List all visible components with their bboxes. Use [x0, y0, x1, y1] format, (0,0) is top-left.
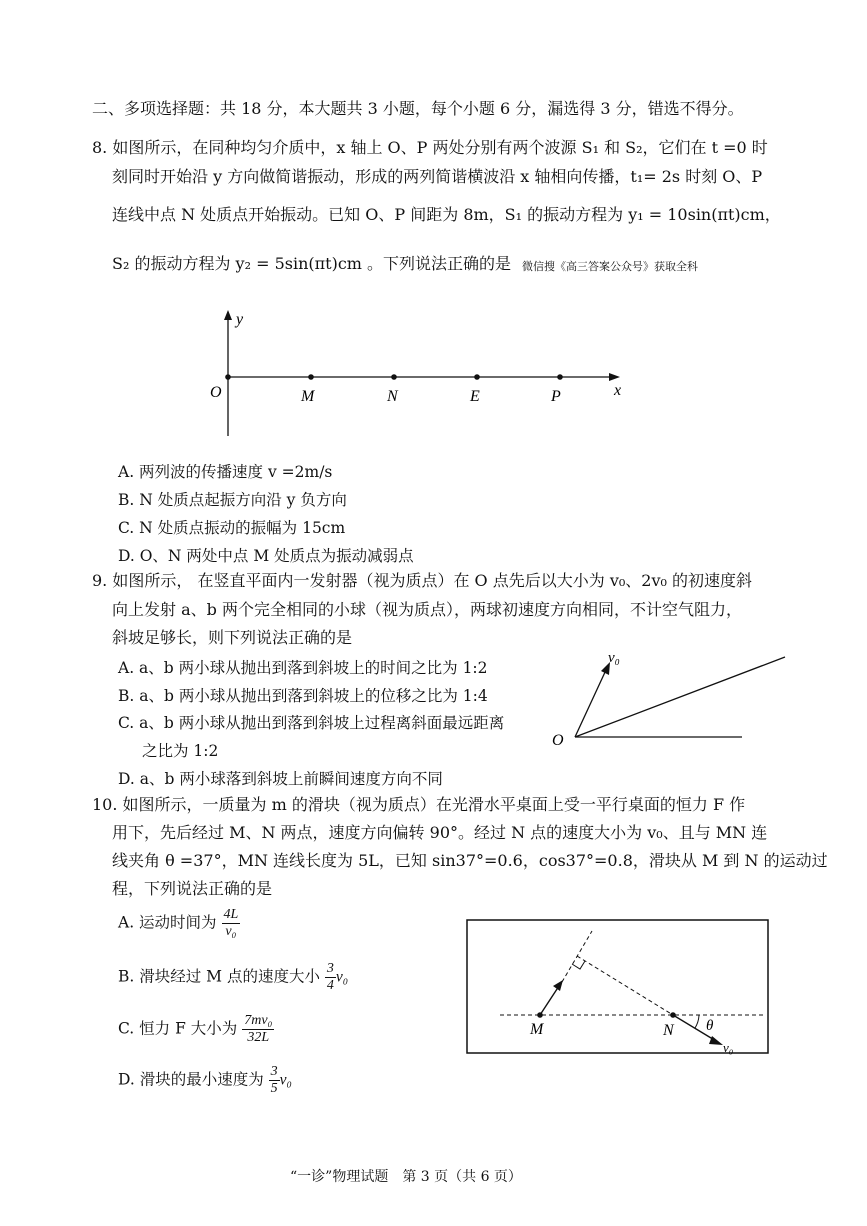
- q10-option-d-text: D. 滑块的最小速度为: [118, 1070, 264, 1089]
- q10-option-a-text: A. 运动时间为: [118, 913, 217, 932]
- q9-option-c: C. a、b 两小球从抛出到落到斜坡上过程离斜面最远距离: [118, 714, 505, 732]
- q8-y-label: y: [236, 311, 244, 328]
- q10-option-c-num: 7mv₀: [244, 1013, 273, 1028]
- q8-line-2: 刻同时开始沿 y 方向做简谐振动，形成的两列简谐横波沿 x 轴相向传播，t₁= 2s 时刻 O、P: [112, 167, 763, 186]
- q8-line-4: S₂ 的振动方程为 y₂ = 5sin(πt)cm 。下列说法正确的是: [112, 254, 512, 273]
- q8-line-3: 连线中点 N 处质点开始振动。已知 O、P 间距为 8m，S₁ 的振动方程为 y₁ = 10sin(πt)cm，: [112, 205, 781, 224]
- q9-option-d: D. a、b 两小球落到斜坡上前瞬间速度方向不同: [118, 770, 443, 788]
- q10-table-frame: [467, 920, 768, 1053]
- q10-option-a-den: v₀: [225, 924, 237, 939]
- q8-label-m: M: [301, 388, 315, 405]
- q8-watermark: 微信搜《高三答案公众号》获取全科: [522, 260, 698, 273]
- q9-line-3: 斜坡足够长，则下列说法正确的是: [112, 628, 353, 647]
- q10-option-b-den: 4: [326, 978, 334, 993]
- q9-line-1: 9. 如图所示， 在竖直平面内一发射器（视为质点）在 O 点先后以大小为 v₀、2v₀ 的初速度斜: [92, 571, 752, 590]
- q10-option-b-text: B. 滑块经过 M 点的速度大小: [118, 967, 320, 986]
- q9-velocity-label: v₀: [608, 650, 620, 666]
- q10-line-2: 用下，先后经过 M、N 两点，速度方向偏转 90°。经过 N 点的速度大小为 v₀、且与 MN 连: [112, 823, 768, 842]
- q9-origin-label: O: [552, 732, 564, 749]
- page-footer: “一诊”物理试题 第 3 页（共 6 页）: [290, 1169, 522, 1185]
- q9-option-b: B. a、b 两小球从抛出到落到斜坡上的位移之比为 1:4: [118, 687, 488, 705]
- q10-label-v0: v₀: [723, 1040, 734, 1055]
- q10-option-b-tail: v₀: [335, 968, 349, 986]
- q10-option-b-num: 3: [326, 961, 334, 976]
- q9-option-a: A. a、b 两小球从抛出到落到斜坡上的时间之比为 1:2: [118, 659, 488, 677]
- q10-point-m: [537, 1012, 543, 1018]
- q10-m-velocity-arrow: [540, 986, 559, 1015]
- q10-m-velocity-arrowhead: [553, 980, 563, 991]
- q9-line-2: 向上发射 a、b 两个完全相同的小球（视为质点），两球初速度方向相同，不计空气阻力，: [112, 600, 742, 619]
- q8-origin-label: O: [210, 384, 222, 401]
- q10-option-d-den: 5: [270, 1081, 278, 1096]
- q10-option-a-num: 4L: [223, 907, 239, 922]
- q10-option-d-num: 3: [270, 1064, 278, 1079]
- q8-label-n: N: [387, 388, 398, 405]
- q10-point-n: [670, 1012, 676, 1018]
- section-header: 二、多项选择题：共 18 分，本大题共 3 小题，每个小题 6 分，漏选得 3 分，错选不得分。: [92, 99, 744, 118]
- q9-option-c-cont: 之比为 1:2: [142, 742, 219, 760]
- q8-option-b: B. N 处质点起振方向沿 y 负方向: [118, 491, 347, 509]
- q10-label-m: M: [530, 1021, 544, 1038]
- q8-option-a: A. 两列波的传播速度 v =2m/s: [118, 463, 333, 481]
- q8-option-c: C. N 处质点振动的振幅为 15cm: [118, 519, 346, 537]
- q10-option-c-den: 32L: [247, 1030, 270, 1045]
- q8-label-p: P: [551, 388, 561, 405]
- q8-label-e: E: [470, 388, 480, 405]
- q8-x-label: x: [614, 382, 622, 399]
- q10-label-theta: θ: [706, 1018, 714, 1034]
- q8-line-1: 8. 如图所示，在同种均匀介质中，x 轴上 O、P 两处分别有两个波源 S₁ 和 S₂，它们在 t =0 时: [92, 138, 768, 157]
- q10-line-4: 程，下列说法正确的是: [112, 879, 273, 898]
- q10-theta-arc: [695, 1015, 699, 1028]
- q10-perpendicular-line: [577, 956, 673, 1015]
- q10-option-c-text: C. 恒力 F 大小为: [118, 1019, 238, 1038]
- q10-label-n: N: [663, 1022, 674, 1039]
- q10-line-3: 线夹角 θ =37°，MN 连线长度为 5L，已知 sin37°=0.6，cos37°=0.8，滑块从 M 到 N 的运动过: [112, 851, 828, 870]
- q10-line-1: 10. 如图所示，一质量为 m 的滑块（视为质点）在光滑水平桌面上受一平行桌面的恒力 F 作: [92, 795, 746, 814]
- q10-option-d-tail: v₀: [279, 1071, 292, 1089]
- q8-option-d: D. O、N 两处中点 M 处质点为振动减弱点: [118, 547, 414, 565]
